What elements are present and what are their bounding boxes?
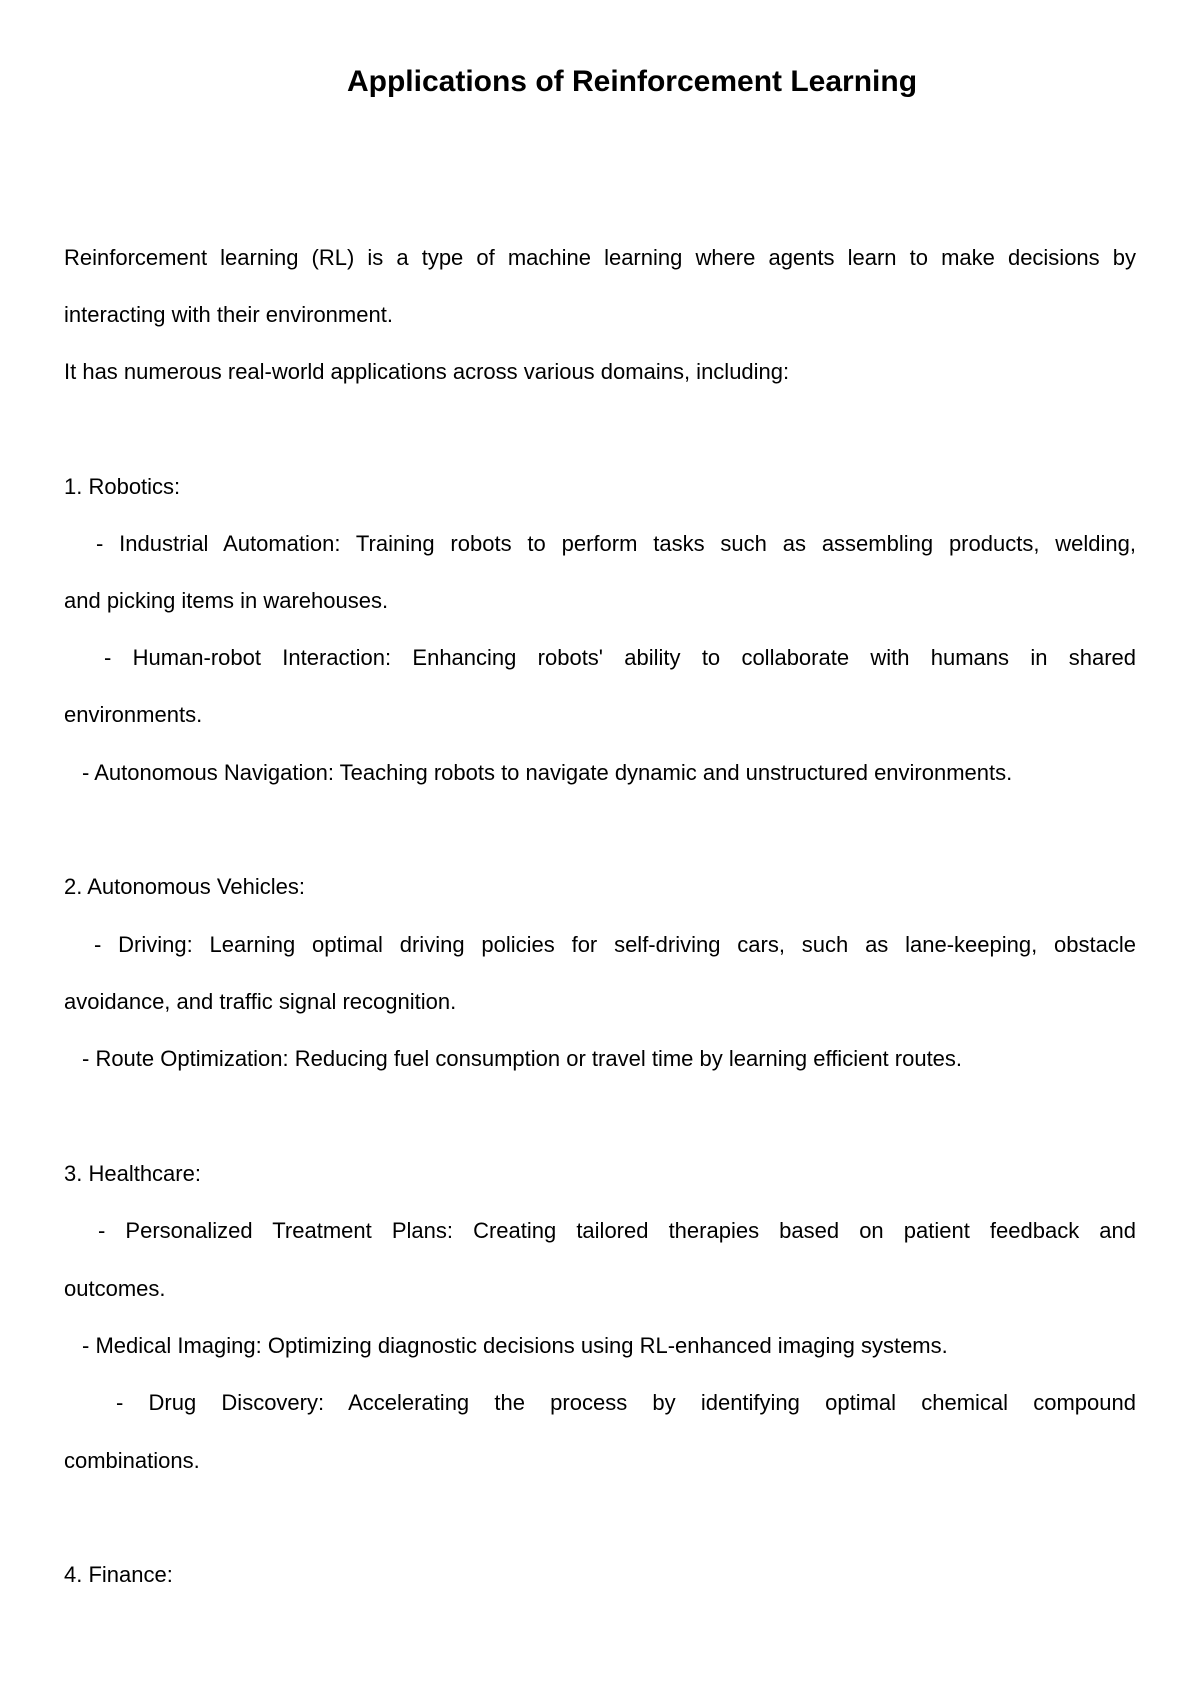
list-item-medical-imaging: - Medical Imaging: Optimizing diagnostic decisions using RL-enhanced imaging systems. xyxy=(82,1333,948,1358)
page-title: Applications of Reinforcement Learning xyxy=(346,65,918,98)
list-item-personalized-treatment-cont: outcomes. xyxy=(64,1276,166,1301)
list-item-driving: - Driving: Learning optimal driving policies for self-driving cars, such as lane-keeping, obstacle xyxy=(94,932,1136,957)
section-heading-autonomous-vehicles: 2. Autonomous Vehicles: xyxy=(64,874,305,899)
section-heading-healthcare: 3. Healthcare: xyxy=(64,1161,201,1186)
intro-line-2: interacting with their environment. xyxy=(64,302,393,327)
section-heading-robotics: 1. Robotics: xyxy=(64,474,181,499)
section-heading-finance: 4. Finance: xyxy=(64,1562,173,1587)
intro-line-1: Reinforcement learning (RL) is a type of machine learning where agents learn to make decisions by xyxy=(64,245,1136,270)
list-item-route-optimization: - Route Optimization: Reducing fuel consumption or travel time by learning efficient routes. xyxy=(82,1046,963,1071)
list-item-personalized-treatment: - Personalized Treatment Plans: Creating tailored therapies based on patient feedback and xyxy=(98,1218,1136,1243)
list-item-human-robot-interaction: - Human-robot Interaction: Enhancing robots' ability to collaborate with humans in shared xyxy=(104,645,1136,670)
intro-line-3: It has numerous real-world applications across various domains, including: xyxy=(64,359,790,384)
list-item-human-robot-interaction-cont: environments. xyxy=(64,702,203,727)
list-item-industrial-automation-cont: and picking items in warehouses. xyxy=(64,588,389,613)
list-item-autonomous-navigation: - Autonomous Navigation: Teaching robots to navigate dynamic and unstructured environments. xyxy=(82,760,1013,785)
list-item-drug-discovery-cont: combinations. xyxy=(64,1448,200,1473)
list-item-industrial-automation: - Industrial Automation: Training robots to perform tasks such as assembling products, welding, xyxy=(96,531,1136,556)
list-item-drug-discovery: - Drug Discovery: Accelerating the process by identifying optimal chemical compound xyxy=(116,1390,1136,1415)
list-item-driving-cont: avoidance, and traffic signal recognition. xyxy=(64,989,457,1014)
